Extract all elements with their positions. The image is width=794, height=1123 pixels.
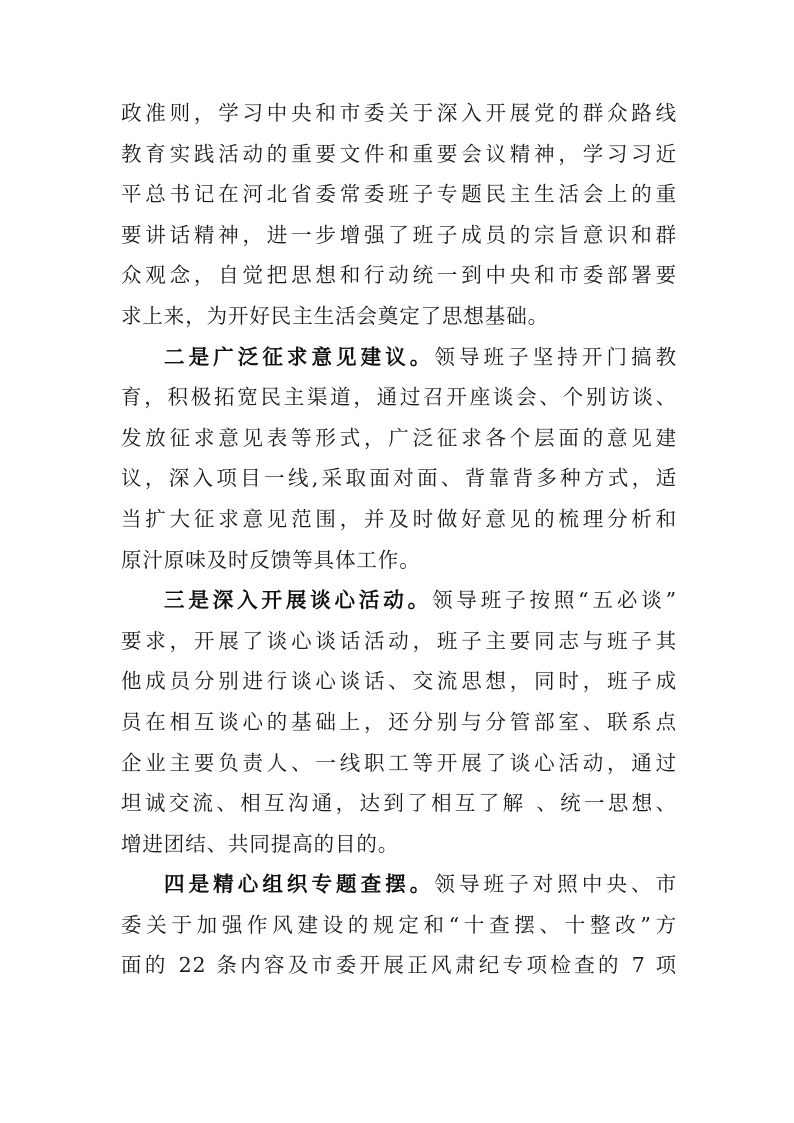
- text-line: 员在相互谈心的基础上，还分别与分管部室、联系点: [121, 709, 677, 734]
- paragraph-heading: 二是广泛征求意见建议。: [164, 344, 435, 369]
- text-run: 领导班子按照“五必谈”: [432, 588, 677, 613]
- text-line: 坦诚交流、相互沟通，达到了相互了解 、统一思想、: [121, 791, 677, 816]
- text-line: 委关于加强作风建设的规定和“十查摆、十整改”方: [121, 912, 677, 937]
- paragraph-heading: 三是深入开展谈心活动。: [164, 588, 432, 613]
- paragraph-first-line: [121, 580, 677, 621]
- text-line: 要讲话精神，进一步增强了班子成员的宗旨意识和群: [121, 222, 677, 247]
- paragraph-first-line: [121, 337, 677, 378]
- text-line: 原汁原味及时反馈等具体工作。: [121, 547, 421, 572]
- text-line: 发放征求意见表等形式，广泛征求各个层面的意见建: [121, 425, 677, 450]
- paragraph-2: [121, 337, 677, 581]
- text-line: 众观念，自觉把思想和行动统一到中央和市委部署要: [121, 263, 677, 288]
- text-run: 领导班子对照中央、市: [434, 872, 678, 897]
- text-line: 当扩大征求意见范围，并及时做好意见的梳理分析和: [121, 506, 677, 531]
- text-line: 企业主要负责人、一线职工等开展了谈心活动，通过: [121, 750, 677, 775]
- paragraph-3: [121, 580, 677, 864]
- text-line: 面的 22 条内容及市委开展正风肃纪专项检查的 7 项: [121, 953, 677, 978]
- text-line: 政准则，学习中央和市委关于深入开展党的群众路线: [121, 101, 677, 125]
- text-line: 议，深入项目一线,采取面对面、背靠背多种方式，适: [121, 466, 677, 491]
- text-line: 要求，开展了谈心谈话活动，班子主要同志与班子其: [121, 628, 677, 653]
- text-line: 他成员分别进行谈心谈话、交流思想，同时，班子成: [121, 669, 677, 694]
- paragraph-1: [121, 93, 677, 337]
- text-line: 平总书记在河北省委常委班子专题民主生活会上的重: [121, 182, 677, 207]
- paragraph-heading: 四是精心组织专题查摆。: [164, 872, 435, 897]
- paragraph-4: [121, 864, 677, 986]
- text-line: 增进团结、共同提高的目的。: [121, 831, 400, 856]
- text-line: 教育实践活动的重要文件和重要会议精神，学习习近: [121, 141, 677, 166]
- text-line: 求上来，为开好民主生活会奠定了思想基础。: [121, 303, 549, 328]
- document-body: [121, 93, 677, 986]
- paragraph-first-line: [121, 864, 677, 905]
- text-line: 育，积极拓宽民主渠道，通过召开座谈会、个别访谈、: [121, 385, 677, 410]
- text-run: 领导班子坚持开门搞教: [434, 344, 678, 369]
